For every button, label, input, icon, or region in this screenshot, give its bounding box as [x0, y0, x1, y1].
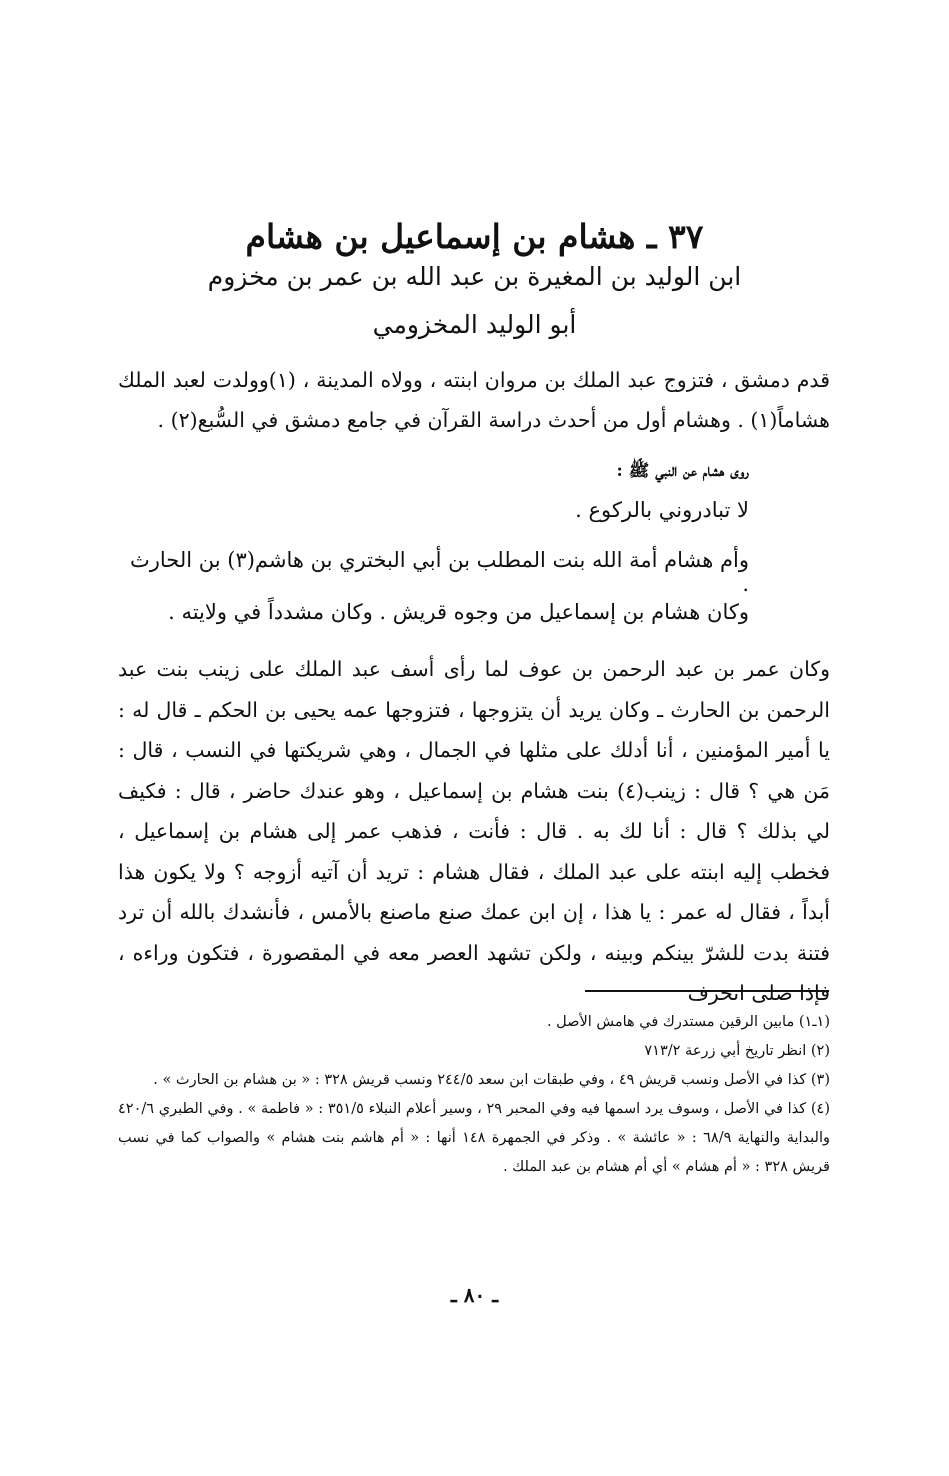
page-number: ـ ٨٠ ـ [450, 1283, 499, 1307]
footnotes-section [118, 1008, 830, 1182]
footnote-1: (١ـ١) مابين الرقين مستدرك في هامش الأصل . [546, 1014, 830, 1030]
footnote-3: (٣) كذا في الأصل ونسب قريش ٤٩ ، وفي طبقات ابن سعد ٢٤٤/٥ ونسب قريش ٣٢٨ : « بن هشام بن الحارث » . [153, 1072, 830, 1088]
mother-paragraph: وأم هشام أمة الله بنت المطلب بن أبي البختري بن هاشم(٣) بن الحارث . [129, 548, 749, 596]
hadith-text: لا تبادروني بالركوع . [575, 498, 749, 522]
status-paragraph: وكان هشام بن إسماعيل من وجوه قريش . وكان مشدداً في ولايته . [168, 600, 749, 624]
entry-title: ٣٧ ـ هشام بن إسماعيل بن هشام [245, 217, 704, 256]
footnote-2: (٢) انظر تاريخ أبي زرعة ٧١٣/٢ [644, 1043, 830, 1059]
narration-heading: روى هشام عن النبي ﷺ : [616, 461, 749, 481]
story-paragraph: وكان عمر بن عبد الرحمن بن عوف لما رأى أسف عبد الملك على زينب بنت عبد الرحمن بن الحارث ـ وكان يريد أن يتزوجها ، فتزوجها عمه يحيى بن الحكم ـ قال له : يا أمير المؤمنين ، أنا أدلك على مثلها في الجمال ، وهي شريكتها في النسب ، قال : مَن هي ؟ قال : زينب(٤) بنت هشام بن إسماعيل ، وهو عندك حاضر ، قال : فكيف لي بذلك ؟ قال : أنا لك به . قال : فأنت ، فذهب عمر إلى هشام بن إسماعيل ، فخطب إليه ابنته على عبد الملك ، فقال هشام : تريد أن آتيه أزوجه ؟ ولا يكون هذا أبداً ، فقال له عمر : يا هذا ، إن ابن عمك صنع ماصنع بالأمس ، فأنشدك بالله أن ترد فتنة بدت للشرّ بينكم وبينه ، ولكن تشهد العصر معه في المقصورة ، فتكون وراءه ، فإذا صلى انحرف [118, 657, 830, 1005]
intro-paragraph: قدم دمشق ، فتزوج عبد الملك بن مروان ابنته ، وولاه المدينة ، (١)وولدت لعبد الملك هشاماً(١) . وهشام أول من أحدث دراسة القرآن في جامع دمشق في السُّبع(٢) . [118, 368, 830, 432]
entry-kunya: أبو الوليد المخزومي [372, 310, 577, 339]
footnote-divider [585, 990, 829, 992]
footnote-4: (٤) كذا في الأصل ، وسوف يرد اسمها فيه وفي المحبر ٢٩ ، وسير أعلام النبلاء ٣٥١/٥ : « فاطمة » . وفي الطبري ٤٢٠/٦ والبداية والنهاية ٦٨/٩ : « عائشة » . وذكر في الجمهرة ١٤٨ أنها : « أم هاشم بنت هشام » والصواب كما في نسب قريش ٣٢٨ : « أم هشام » أي أم هشام بن عبد الملك . [118, 1101, 831, 1175]
entry-lineage: ابن الوليد بن المغيرة بن عبد الله بن عمر بن مخزوم [207, 262, 742, 291]
